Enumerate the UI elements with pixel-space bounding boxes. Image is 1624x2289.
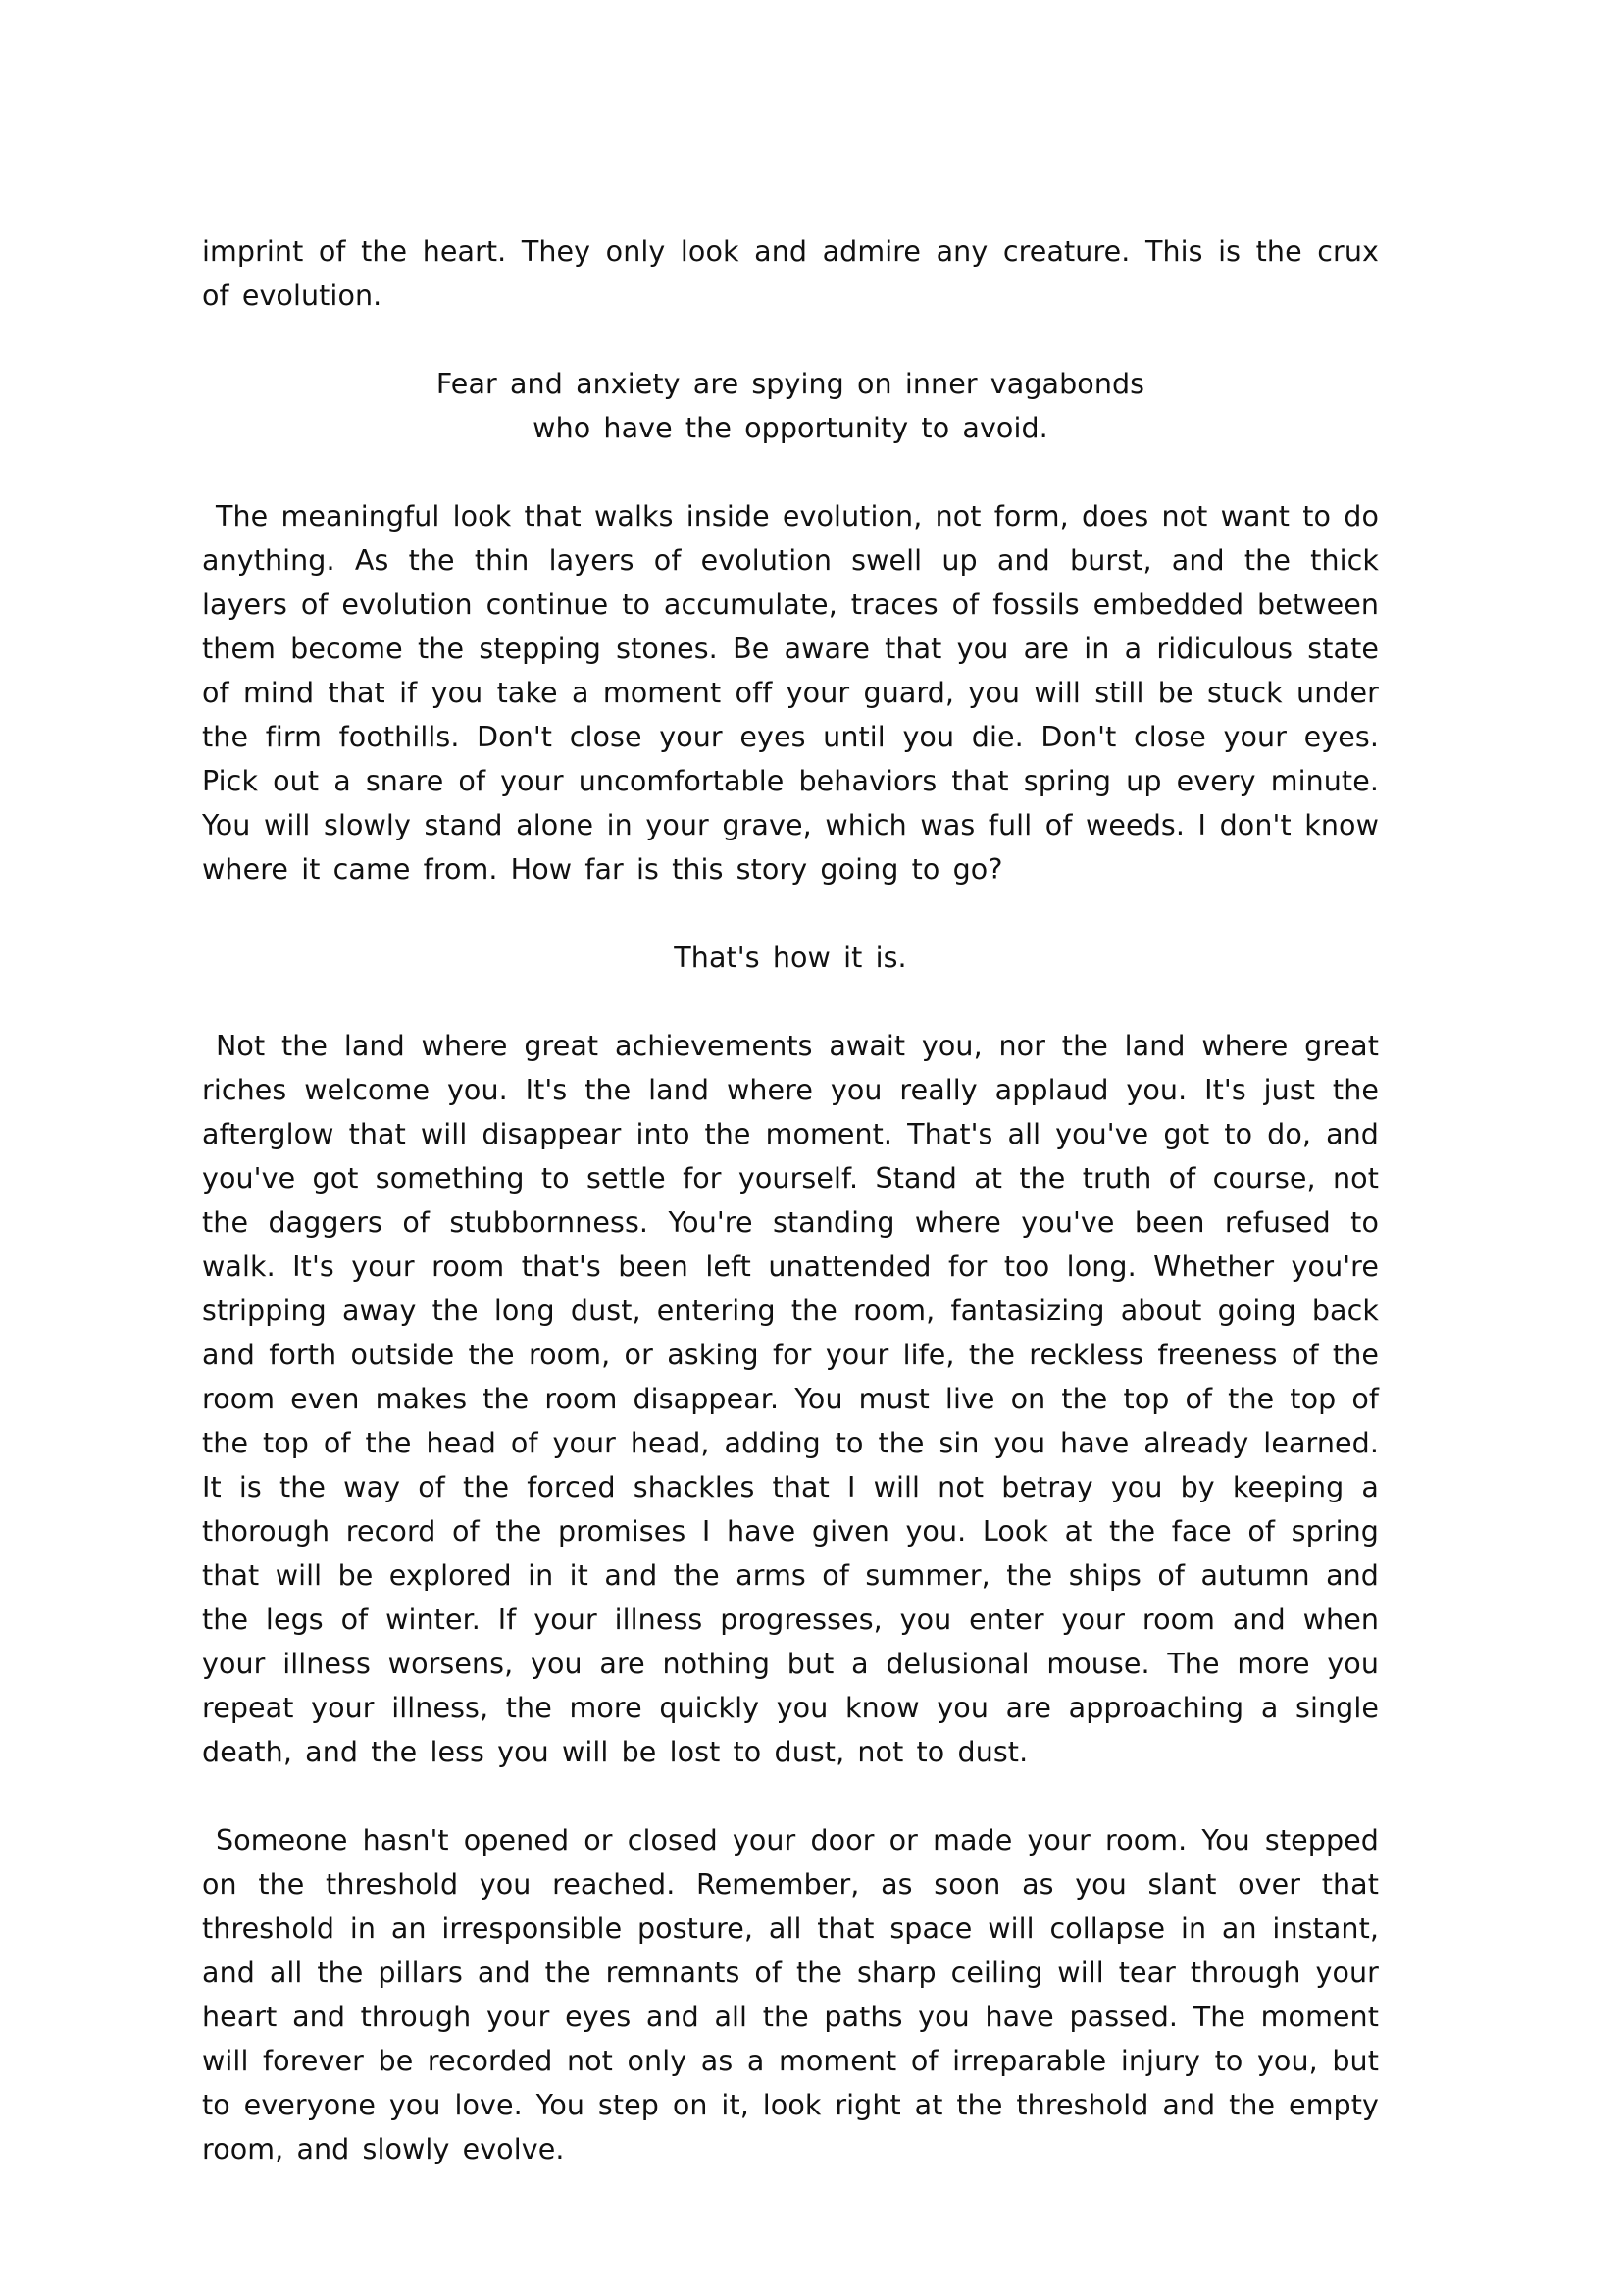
verse-line-1: Fear and anxiety are spying on inner vagabonds: [435, 368, 1145, 400]
paragraph-spacer: [202, 1774, 1379, 1818]
paragraph-land: Not the land where great achievements await you, nor the land where great riches welcome you. It's the land where you really applaud you. It's just the afterglow that will disappear into the moment. That's all you've got to do, and you've got something to settle for yourself. Stand at the truth of course, not the daggers of stubbornness. You're standing where you've been refused to walk. It's your room that's been left unattended for too long. Whether you're stripping away the long dust, entering the room, fantasizing about going back and forth outside the room, or asking for your life, the reckless freeness of the room even makes the room disappear. You must live on the top of the top of the top of the head of your head, adding to the sin you have already learned. It is the way of the forced shackles that I will not betray you by keeping a thorough record of the promises I have given you. Look at the face of spring that will be explored in it and the arms of summer, the ships of autumn and the legs of winter. If your illness progresses, you enter your room and when your illness worsens, you are nothing but a delusional mouse. The more you repeat your illness, the more quickly you know you are approaching a single death, and the less you will be lost to dust, not to dust.: [202, 1030, 1379, 1768]
paragraph-spacer: [202, 980, 1379, 1024]
paragraph-opening: imprint of the heart. They only look and admire any creature. This is the crux of evolution.: [202, 235, 1379, 312]
refrain-line: That's how it is.: [674, 941, 907, 974]
centered-verse: [202, 362, 1379, 450]
paragraph-spacer: [202, 318, 1379, 362]
paragraph-evolution: The meaningful look that walks inside evolution, not form, does not want to do anything. As the thin layers of evolution swell up and burst, and the thick layers of evolution continue to accumulate, traces of fossils embedded between them become the stepping stones. Be aware that you are in a ridiculous state of mind that if you take a moment off your guard, you will still be stuck under the firm foothills. Don't close your eyes until you die. Don't close your eyes. Pick out a snare of your uncomfortable behaviors that spring up every minute. You will slowly stand alone in your grave, which was full of weeds. I don't know where it came from. How far is this story going to go?: [202, 500, 1379, 886]
paragraph-spacer: [202, 891, 1379, 936]
document-body: [202, 229, 1379, 2171]
paragraph-spacer: [202, 450, 1379, 494]
paragraph-threshold: Someone hasn't opened or closed your door or made your room. You stepped on the threshold you reached. Remember, as soon as you slant over that threshold in an irresponsible posture, all that space will collapse in an instant, and all the pillars and the remnants of the sharp ceiling will tear through your heart and through your eyes and all the paths you have passed. The moment will forever be recorded not only as a moment of irreparable injury to you, but to everyone you love. You step on it, look right at the threshold and the empty room, and slowly evolve.: [202, 1824, 1379, 2165]
verse-line-2: who have the opportunity to avoid.: [533, 412, 1048, 444]
centered-refrain: [202, 936, 1379, 980]
